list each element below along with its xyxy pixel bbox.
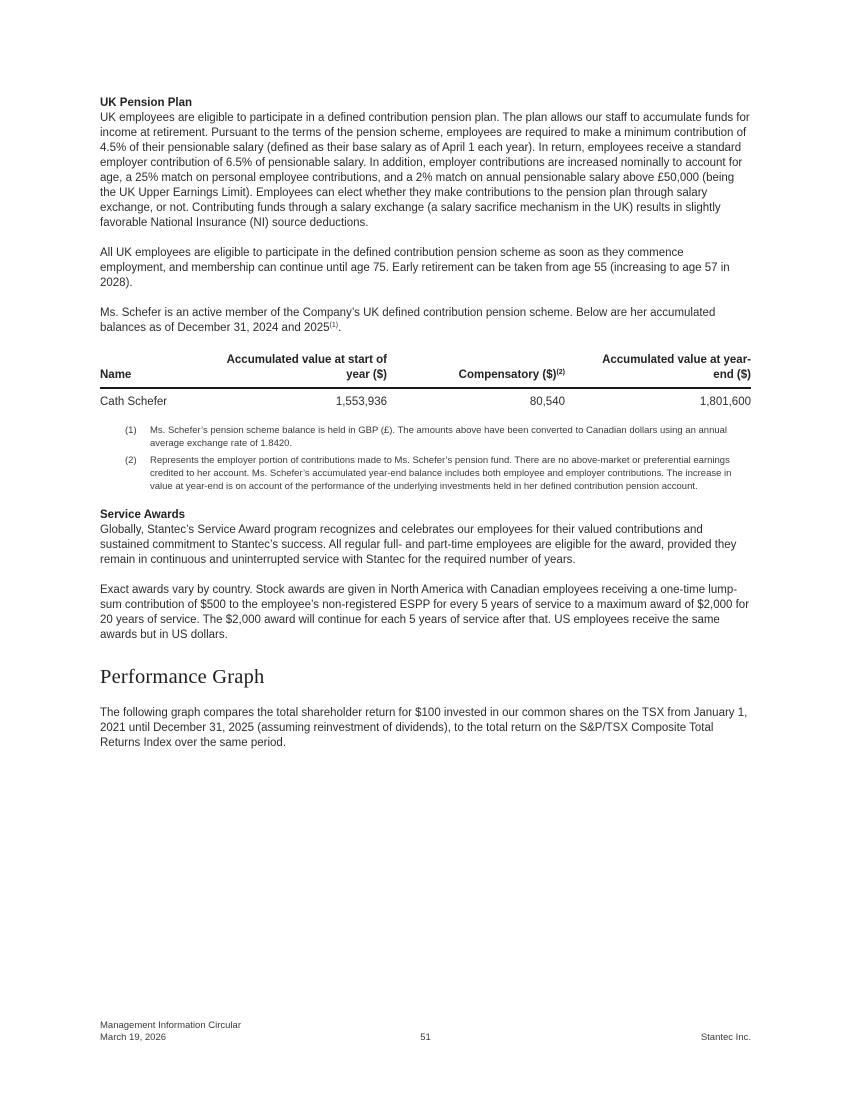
column-header-name-label: Name: [100, 369, 132, 381]
footer-company-name: Stantec Inc.: [700, 1032, 751, 1043]
footer-page-number: 51: [420, 1032, 431, 1043]
footnote-1-marker: (1): [125, 425, 137, 436]
column-header-compensatory-text: Compensatory ($): [458, 369, 557, 381]
uk-pension-paragraph-2: All UK employees are eligible to participate in the defined contribution pension scheme as soon as they commence employment, and membership can continue until age 75. Early retirement can be taken from age 55 (increasing to age 57 in 2028).: [100, 247, 730, 289]
footnote-2-text: Represents the employer portion of contributions made to Ms. Schefer’s pension fund. There are no above-market or preferential earnings credited to her account. Ms. Schefer’s accumulated year-end balance includes both employee and employer contributions. The increase in value at year-end is on account of the performance of the underlying investments held in her defined contribution pension account.: [150, 455, 732, 492]
uk-pension-paragraph-3-period: .: [338, 322, 342, 334]
footnote-2-marker: (2): [125, 455, 137, 466]
performance-graph-heading: Performance Graph: [100, 666, 265, 688]
performance-graph-paragraph: The following graph compares the total shareholder return for $100 invested in our common shares on the TSX from January 1, 2021 until December 31, 2025 (assuming reinvestment of dividends), to the total return on the S&P/TSX Composite Total Returns Index over the same period.: [100, 707, 748, 749]
uk-pension-paragraph-3-text: Ms. Schefer is an active member of the Company’s UK defined contribution pension scheme. Below are her accumulated balances as of December 31, 2024 and 2025: [100, 307, 716, 334]
column-header-start-value-line2: year ($): [346, 369, 387, 381]
service-awards-heading: Service Awards: [100, 509, 186, 521]
uk-pension-paragraph-3: [100, 306, 751, 336]
cell-start-value: 1,553,936: [335, 396, 387, 408]
footnote-2: [100, 454, 751, 493]
column-header-compensatory-label: [387, 368, 565, 383]
footnote-ref-1: (1): [329, 322, 339, 329]
pension-balances-table: [100, 353, 751, 413]
service-awards-section: [100, 508, 751, 643]
cell-compensatory: 80,540: [529, 396, 565, 408]
uk-pension-plan-heading: UK Pension Plan: [100, 97, 193, 109]
footnote-ref-2-header: (2): [556, 369, 565, 376]
column-header-start-value: [200, 353, 387, 388]
service-awards-paragraph-1: Globally, Stantec’s Service Award program recognizes and celebrates our employees for their valued contributions and sustained commitment to Stantec’s success. All regular full- and part-time employees are eligible for the award, provided they remain in continuous and uninterrupted service with Stantec for the required number of years.: [100, 524, 737, 566]
footer-doc-title: Management Information Circular: [100, 1020, 241, 1031]
cell-name: Cath Schefer: [100, 396, 168, 408]
footnote-1-text: Ms. Schefer’s pension scheme balance is held in GBP (£). The amounts above have been converted to Canadian dollars using an annual average exchange rate of 1.8420.: [150, 425, 728, 449]
column-header-end-value-line1: Accumulated value at year-: [602, 354, 751, 366]
column-header-compensatory: [387, 353, 565, 388]
column-header-start-value-line1: Accumulated value at start of: [226, 354, 387, 366]
page-content: [100, 96, 751, 766]
column-header-end-value: [565, 353, 751, 388]
table-footnotes: [100, 424, 751, 493]
table-header-row: [100, 353, 751, 388]
footnote-1: [100, 424, 751, 450]
footer-doc-date: March 19, 2026: [100, 1032, 167, 1043]
uk-pension-paragraph-1: UK employees are eligible to participate in a defined contribution pension plan. The plan allows our staff to accumulate funds for income at retirement. Pursuant to the terms of the pension scheme, employees are required to make a minimum contribution of 4.5% of their pensionable salary (defined as their base salary as of April 1 each year). In return, employees receive a standard employer contribution of 6.5% of pensionable salary. In addition, employer contributions are increased nominally to account for age, a 25% match on personal employee contributions, and a 2% match on annual pensionable salary above £50,000 (being the UK Upper Earnings Limit). Employees can elect whether they make contributions to the pension plan through salary exchange, or not. Contributing funds through a salary exchange (a salary sacrifice mechanism in the UK) results in slightly favorable National Insurance (NI) source deductions.: [100, 112, 750, 229]
service-awards-paragraph-2: Exact awards vary by country. Stock awards are given in North America with Canadian employees receiving a one-time lump-sum contribution of $500 to the employee’s non-registered ESPP for every 5 years of service to a maximum award of $2,000 for 20 years of service. The $2,000 award will continue for each 5 years of service after that. US employees receive the same awards but in US dollars.: [100, 584, 750, 641]
cell-end-value: 1,801,600: [699, 396, 751, 408]
table-row: [100, 388, 751, 413]
column-header-end-value-line2: end ($): [713, 369, 751, 381]
column-header-name: [100, 353, 200, 388]
